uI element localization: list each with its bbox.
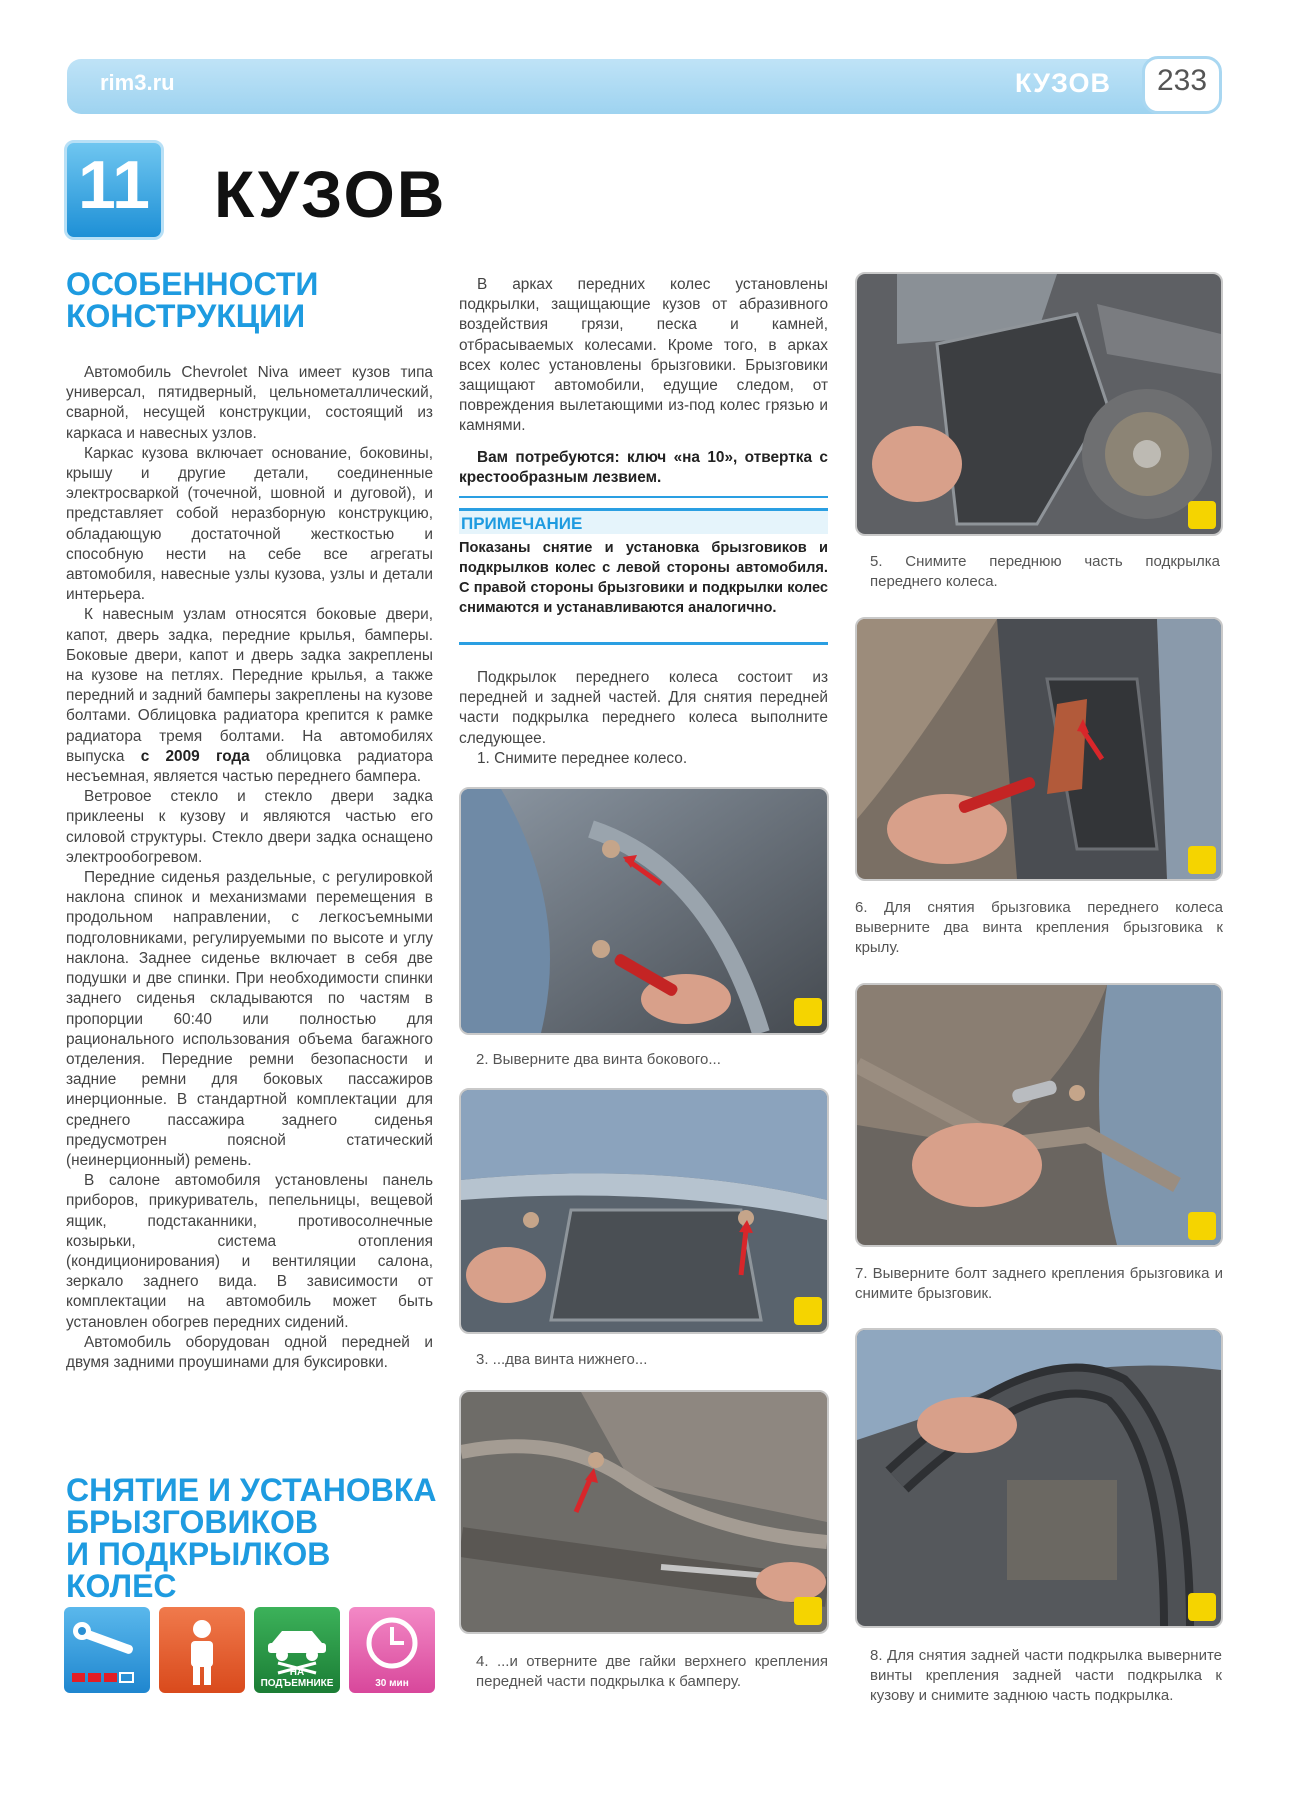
- photo-step-2: [459, 787, 829, 1035]
- tools-needed: [459, 448, 828, 488]
- paragraph: Подкрылок переднего колеса состоит из передней и задней частей. Для снятия передней части подкрылка переднего колеса выполните следующее.: [459, 669, 828, 747]
- difficulty-icon: [64, 1607, 150, 1693]
- paragraph: В салоне автомобиля установлены панель приборов, прикуриватель, пепельницы, вещевой ящик, подстаканники, противосолнечные козырьки, система отопления (кондиционирования) и вентиляции салона, зеркало заднего вида. В зависимости от комплектации на автомобиль может быть установлен обогрев передних сидений.: [66, 1172, 433, 1331]
- photo-step-3: [459, 1088, 829, 1334]
- heading-line: СНЯТИЕ И УСТАНОВКА: [66, 1472, 437, 1508]
- lift-icon: [254, 1607, 340, 1693]
- divider: [459, 642, 828, 645]
- heading-line: ОСОБЕННОСТИ: [66, 266, 319, 302]
- photo-step-6: [855, 617, 1223, 881]
- photo-image: [461, 1090, 827, 1332]
- photo-image: [857, 619, 1221, 879]
- paragraph: Ветровое стекло и стекло двери задка приклеены к кузову и являются частью его силовой структуры. Стекло двери задка оснащено электрообогревом.: [66, 788, 433, 866]
- photo-step-4: [459, 1390, 829, 1634]
- photo-step-7: [855, 983, 1223, 1247]
- paragraph: В арках передних колес установлены подкрылки, защищающие кузов от абразивного воздействия грязи, песка и камней, отбрасываемых колесами. Кроме того, в арках всех колес установлены брызговики. Брызговики защищают автомобили, едущие следом, от повреждения вылетающими из-под колес грязью и камнями.: [459, 276, 828, 435]
- caption-step-4: 4. ...и отверните две гайки верхнего крепления передней части подкрылка к бамперу.: [476, 1653, 828, 1690]
- text-span: К навесным узлам относятся боковые двери, капот, дверь задка, передние крылья, бамперы. Боковые двери, капот и дверь задка закреплены на кузове на петлях. Передние крылья, а также передний и задний бамперы закреплены на кузове болтами. Облицовка радиатора крепится к рамке радиатора тремя болтами. На автомобилях выпуска: [66, 606, 433, 765]
- note-title: ПРИМЕЧАНИЕ: [461, 514, 583, 533]
- caption-step-8: 8. Для снятия задней части подкрылка выверните винты крепления задней части подкрылка к кузову и снимите заднюю часть подкрылка.: [870, 1647, 1222, 1704]
- photo-image: [857, 985, 1221, 1245]
- bold-year: с 2009 года: [140, 747, 250, 765]
- heading-line: КОЛЕС: [66, 1568, 177, 1604]
- lift-label: НА ПОДЪЕМНИКЕ: [260, 1667, 334, 1689]
- section-heading-removal: [66, 1474, 437, 1602]
- chapter-number: 11: [78, 147, 150, 223]
- caption-step-2: 2. Выверните два винта бокового...: [476, 1051, 721, 1068]
- photo-image: [857, 1330, 1221, 1626]
- site-name[interactable]: rim3.ru: [100, 70, 175, 95]
- caption-step-5: 5. Снимите переднюю часть подкрылка переднего колеса.: [870, 553, 1220, 590]
- paragraph: Автомобиль оборудован одной передней и двумя задними проушинами для буксировки.: [66, 1333, 433, 1371]
- divider: [459, 496, 828, 498]
- wrench-icon: [64, 1607, 150, 1693]
- middle-procedure-text: [459, 668, 828, 769]
- caption-step-3: 3. ...два винта нижнего...: [476, 1351, 648, 1368]
- left-column-text: [66, 363, 433, 1373]
- paragraph: [66, 605, 433, 787]
- heading-line: БРЫЗГОВИКОВ: [66, 1504, 318, 1540]
- heading-line: КОНСТРУКЦИИ: [66, 298, 306, 334]
- paragraph: Автомобиль Chevrolet Niva имеет кузов типа универсал, пятидверный, цельнометаллический, сварной, несущей конструкции, состоящий из каркаса и навесных узлов.: [66, 364, 433, 442]
- photo-image: [461, 1392, 827, 1632]
- heading-line: И ПОДКРЫЛКОВ: [66, 1536, 331, 1572]
- chapter-title: КУЗОВ: [214, 157, 447, 231]
- paragraph: 1. Снимите переднее колесо.: [477, 749, 688, 767]
- middle-intro-text: [459, 275, 828, 437]
- note-header: [459, 508, 828, 534]
- paragraph: Передние сиденья раздельные, с регулировкой наклона спинок и механизмами перемещения в продольном направлении, с легкосъемными подголовниками, регулируемыми по высоте и углу наклона. Заднее сиденье включает в себя две подушки и две спинки. При необходимости спинки заднего сиденья складываются по частям в пропорции 60:40 или полностью для рационального использования объема багажного отделения. Передние ремни безопасности и задние ремни для боковых пассажиров инерционные. В стандартной комплектации для среднего пассажира заднего сиденья предусмотрен поясной статический (неинерционный) ремень.: [66, 869, 433, 1169]
- note-text: Показаны снятие и установка брызговиков и подкрылков колес с левой стороны автомобиля. С правой стороны брызговики и подкрылки колес снимаются и устанавливаются аналогично.: [459, 540, 828, 616]
- photo-step-8: [855, 1328, 1223, 1628]
- person-icon: [159, 1607, 245, 1693]
- paragraph: Каркас кузова включает основание, боковины, крышу и другие детали, соединенные электросваркой (точечной, шовной и дуговой), и представляет собой неразборную конструкцию, обладающую достаточной жесткостью и способную нести на себе все агрегаты автомобиля, навесные узлы кузова, узлы и детали интерьера.: [66, 444, 433, 604]
- text-span: облицовка радиатора несъемная, является частью переднего бампера.: [66, 747, 433, 786]
- header-section-title: КУЗОВ: [1015, 68, 1112, 98]
- caption-step-6: 6. Для снятия брызговика переднего колеса выверните два винта крепления брызговика к крылу.: [855, 899, 1223, 956]
- time-icon: [349, 1607, 435, 1693]
- photo-image: [461, 789, 827, 1033]
- caption-step-7: 7. Выверните болт заднего крепления брызговика и снимите брызговик.: [855, 1265, 1223, 1302]
- photo-image: [857, 274, 1221, 534]
- photo-step-5: [855, 272, 1223, 536]
- section-heading-features: [66, 268, 318, 332]
- time-label: 30 мин: [375, 1678, 409, 1689]
- one-person-icon: [159, 1607, 245, 1693]
- paragraph: Вам потребуются: ключ «на 10», отвертка с крестообразным лезвием.: [459, 449, 828, 487]
- page-number: 233: [1156, 64, 1208, 97]
